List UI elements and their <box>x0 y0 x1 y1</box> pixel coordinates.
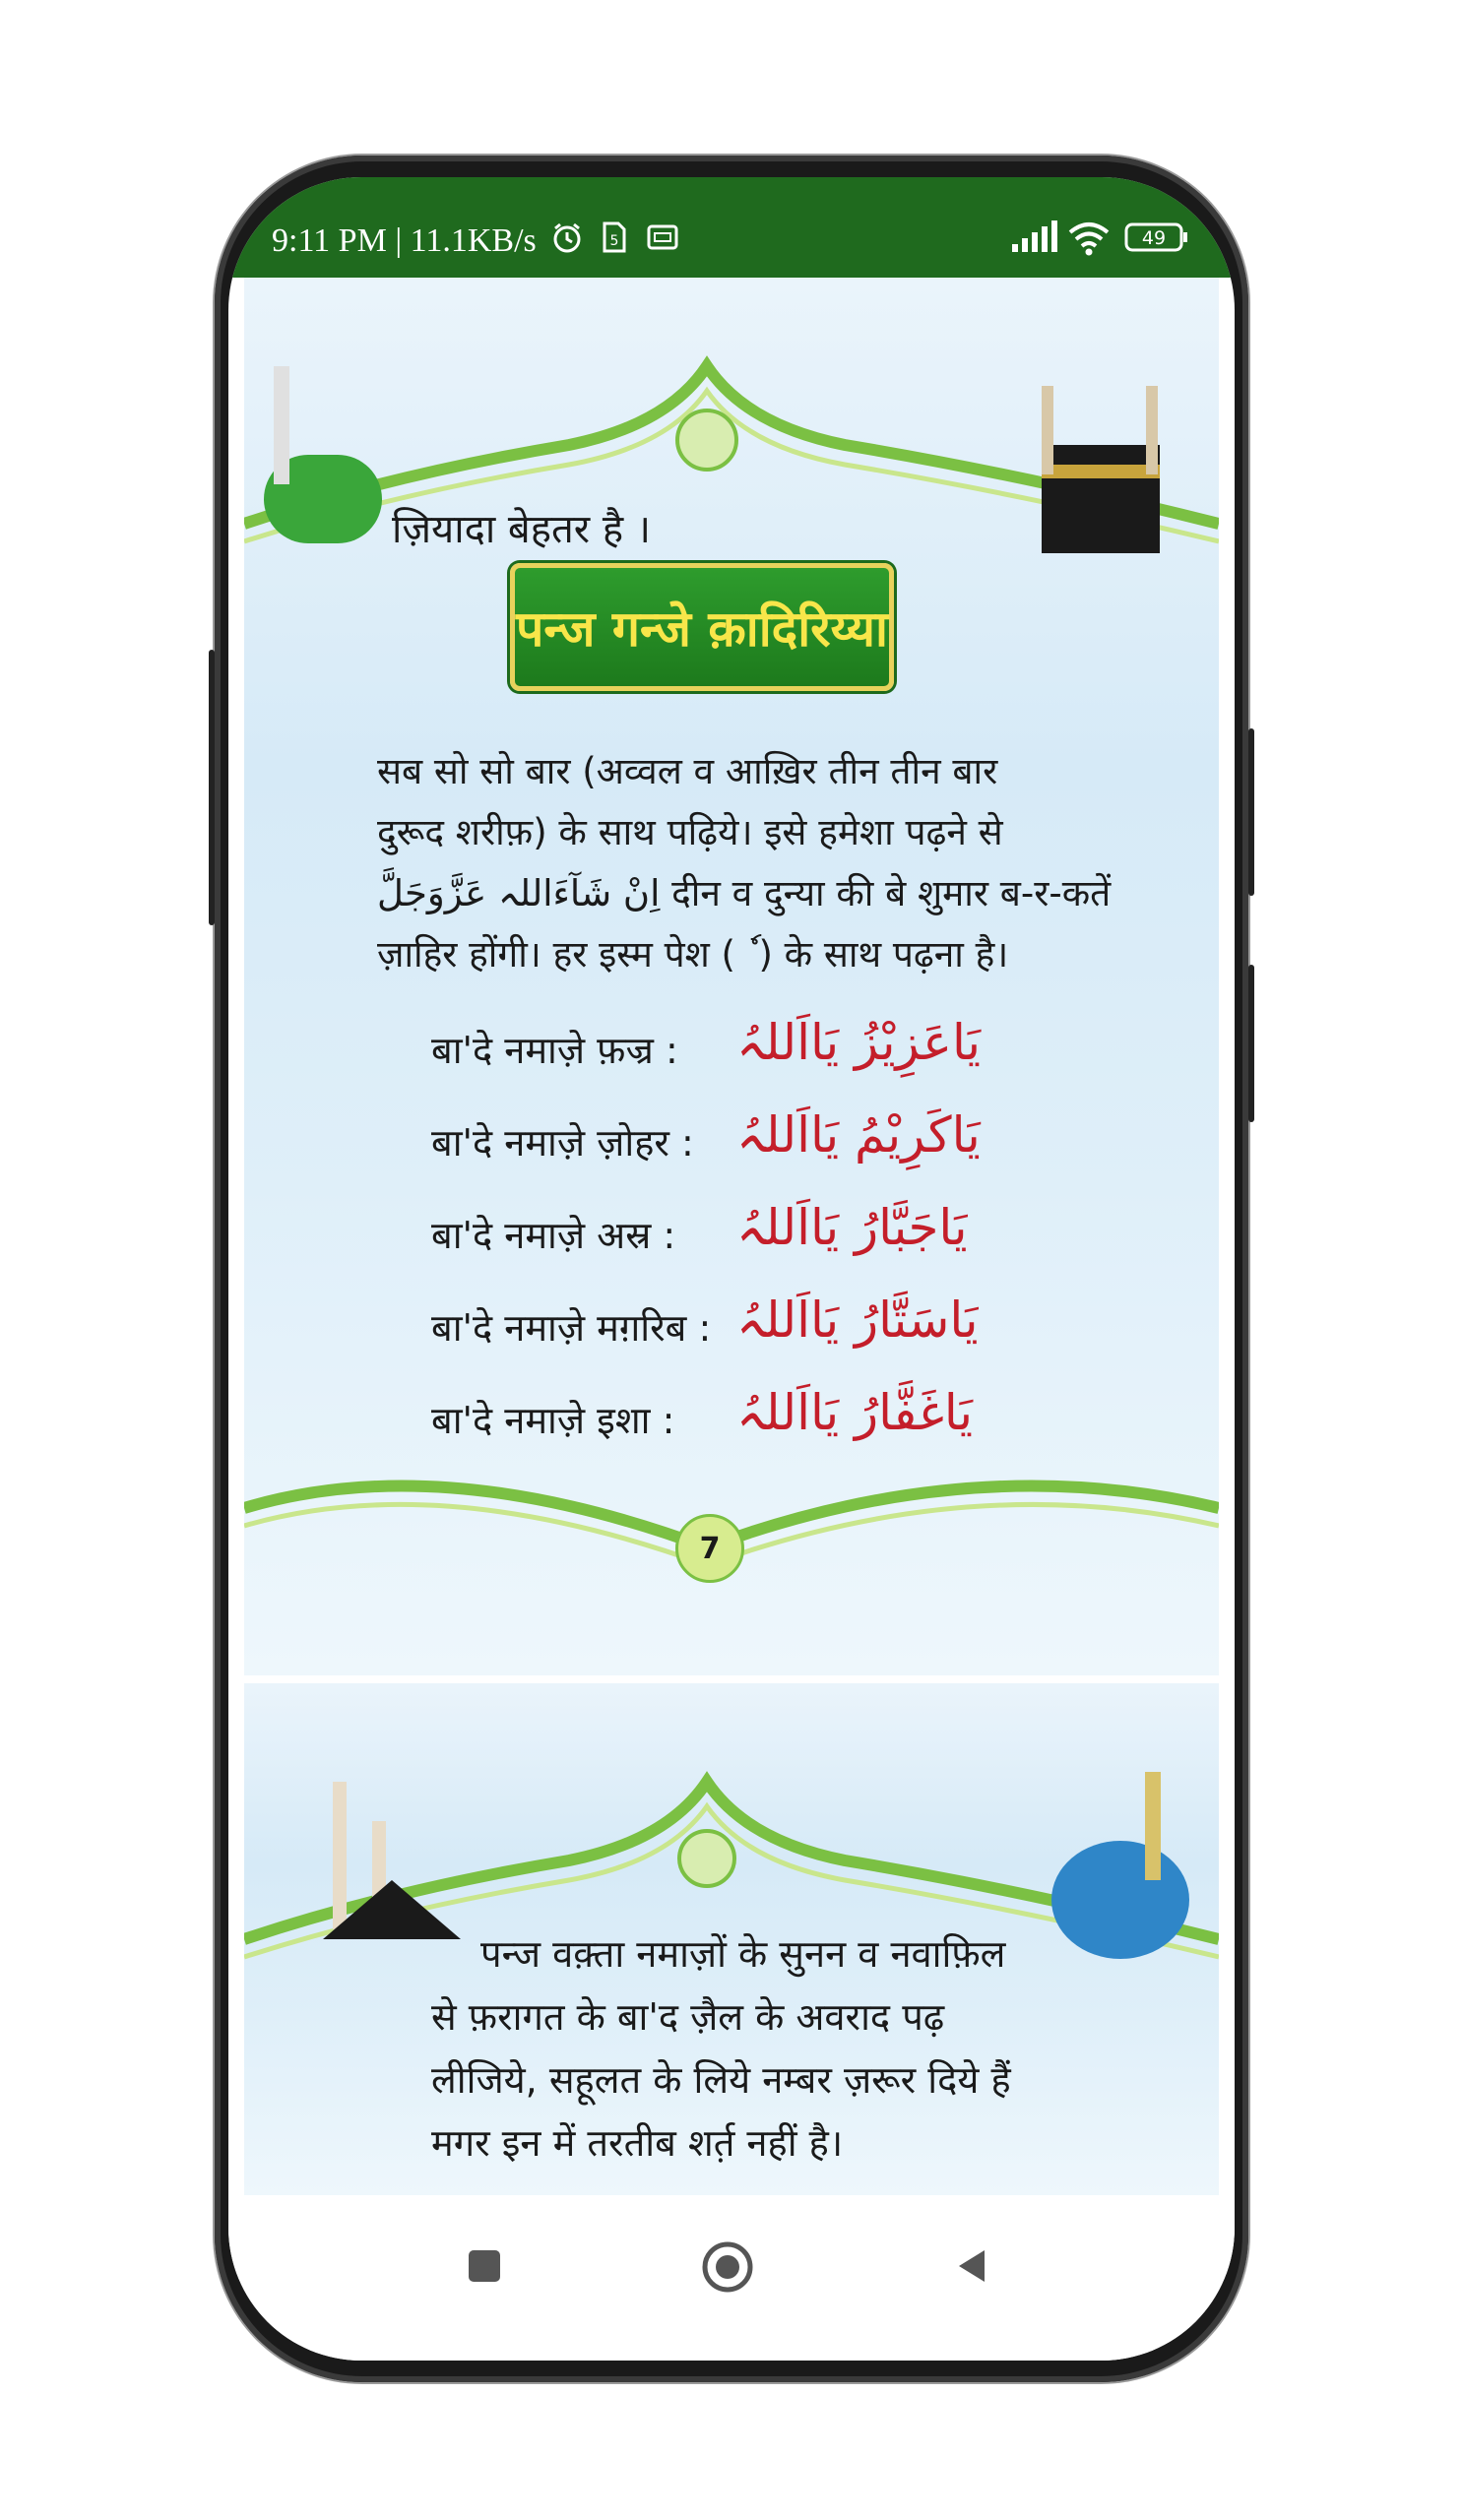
paragraph-line: पन्ज वक़्ता नमाज़ों के सुनन व नवाफ़िल <box>480 1932 1006 1976</box>
prayer-dua: یَاکَرِیْمُ یَااَللہُ <box>736 1106 981 1164</box>
phone-screen <box>228 177 1235 2361</box>
prayer-dua: یَاعَزِیْزُ یَااَللہُ <box>736 1014 982 1071</box>
prayer-dua: یَاجَبَّارُ یَااَللہُ <box>736 1199 968 1256</box>
paragraph-line: ज़ाहिर होंगी। हर इस्म पेश ( ٗ ) के साथ पढ़ना है। <box>377 933 1009 976</box>
wifi-icon <box>1067 220 1111 265</box>
book-page-8 <box>244 1683 1219 2195</box>
content-area[interactable] <box>228 278 1235 2246</box>
paragraph-line: दुरूद शरीफ़) के साथ पढ़िये। इसे हमेशा पढ़ने से <box>377 811 1003 853</box>
prayer-label: बा'दे नमाज़े अस्र : <box>431 1214 676 1257</box>
page-top-text: ज़ियादा बेहतर है । <box>392 507 651 552</box>
recents-icon[interactable] <box>465 2246 504 2290</box>
prayer-dua: یَاسَتَّارُ یَااَللہُ <box>736 1292 979 1349</box>
svg-text:5: 5 <box>609 233 619 249</box>
paragraph-line: اِنْ شَآءَاللہ عَزَّوَجَلَّ दीन व दुन्या की बे शुमार ब-र-कतें <box>377 872 1112 914</box>
prayer-label: बा'दे नमाज़े मग़रिब : <box>431 1306 712 1350</box>
power-button <box>1248 728 1254 896</box>
status-bar <box>228 177 1235 278</box>
page-number: 7 <box>675 1514 744 1583</box>
book-page-7 <box>244 278 1219 1675</box>
paragraph-line: मगर इन में तरतीब शर्त़ नहीं है। <box>431 2121 844 2165</box>
prayer-label: बा'दे नमाज़े ज़ोहर : <box>431 1121 694 1165</box>
alarm-icon <box>549 220 585 265</box>
sim-icon <box>601 220 628 263</box>
page-title-banner: पन्ज गन्जे क़ादिरिय्या <box>510 563 894 691</box>
back-icon[interactable] <box>953 2246 992 2290</box>
prayer-label: बा'दे नमाज़े फ़ज्र : <box>431 1029 678 1072</box>
status-time: 9:11 PM | 11.1KB/s <box>272 222 537 259</box>
home-icon[interactable] <box>701 2240 754 2298</box>
volume-button <box>209 650 215 925</box>
battery-level: 49 <box>1141 227 1167 249</box>
signal-icon <box>1010 220 1059 263</box>
paragraph-line: सब सो सो बार (अव्वल व आख़िर तीन तीन बार <box>377 750 998 792</box>
paragraph-line: से फ़रागत के बा'द ज़ैल के अवराद पढ़ <box>431 1995 945 2039</box>
paragraph-line: लीजिये, सहूलत के लिये नम्बर ज़रूर दिये हैं <box>431 2058 1011 2102</box>
prayer-dua: یَاغَفَّارُ یَااَللہُ <box>736 1384 973 1441</box>
card-icon <box>646 220 679 263</box>
navigation-bar <box>228 2197 1235 2361</box>
side-button <box>1248 965 1254 1122</box>
prayer-label: बा'दे नमाज़े इशा : <box>431 1399 675 1442</box>
